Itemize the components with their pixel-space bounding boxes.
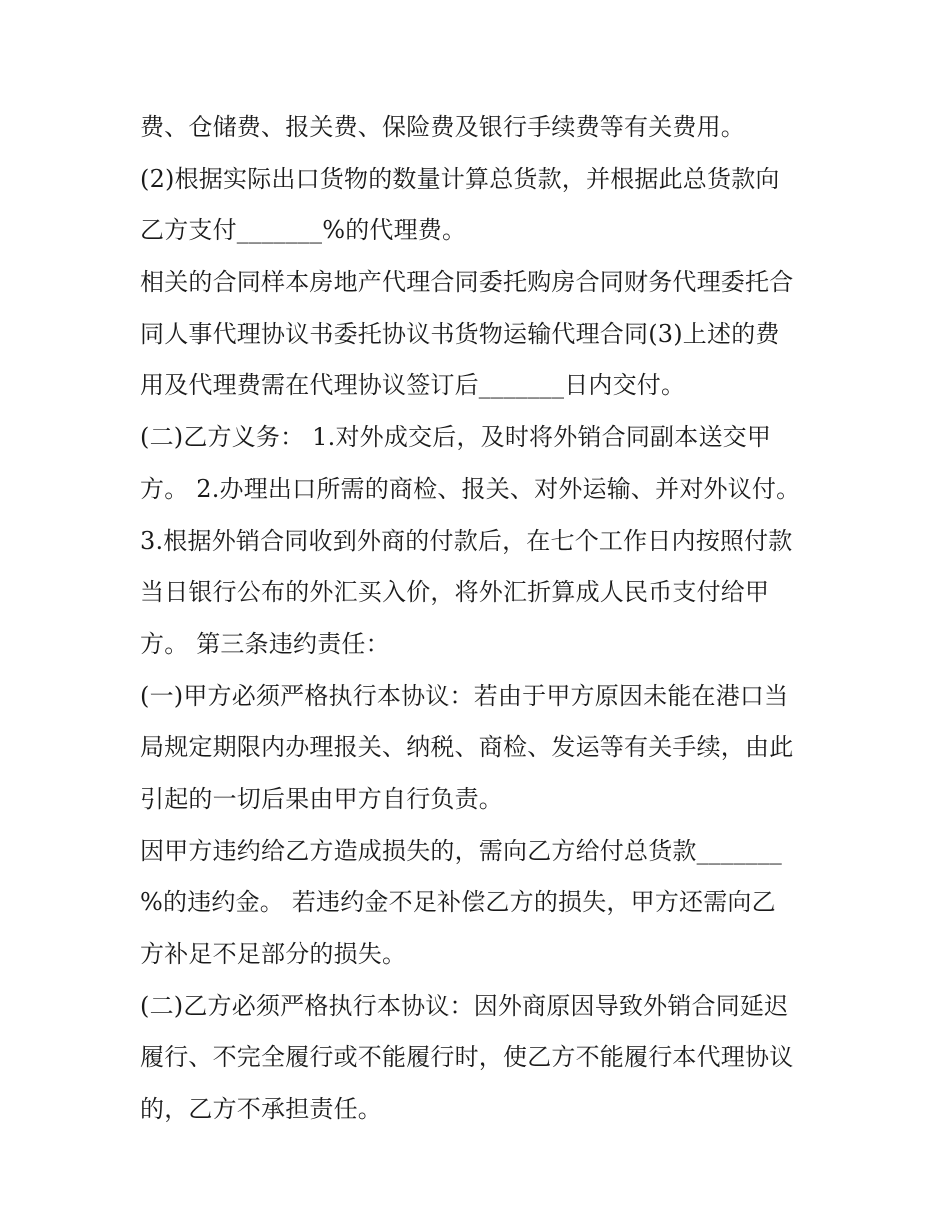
text-line: 因甲方违约给乙方造成损失的，需向乙方给付总货款_______ (140, 836, 782, 865)
text-line: (二)乙方必须严格执行本协议：因外商原因导致外销合同延迟 (140, 991, 789, 1020)
text-line: 引起的一切后果由甲方自行负责。 (140, 784, 503, 813)
text-line: 相关的合同样本房地产代理合同委托购房合同财务代理委托合 (140, 268, 794, 297)
text-line: 方。 第三条违约责任： (140, 629, 390, 658)
text-line: 的，乙方不承担责任。 (140, 1095, 382, 1124)
text-line: 费、仓储费、报关费、保险费及银行手续费等有关费用。 (140, 113, 745, 141)
text-line: 用及代理费需在代理协议签订后_______日内交付。 (140, 371, 686, 400)
text-line: 同人事代理协议书委托协议书货物运输代理合同(3)上述的费 (140, 319, 780, 348)
text-line: 当日银行公布的外汇买入价，将外汇折算成人民币支付给甲 (140, 578, 770, 607)
text-line: 方补足不足部分的损失。 (140, 940, 407, 968)
text-line: 局规定期限内办理报关、纳税、商检、发运等有关手续，由此 (140, 733, 794, 762)
text-line: 乙方支付_______%的代理费。 (140, 216, 467, 245)
text-line: (2)根据实际出口货物的数量计算总货款，并根据此总货款向 (140, 164, 780, 193)
text-line: (二)乙方义务： 1.对外成交后，及时将外销合同副本送交甲 (140, 423, 772, 452)
text-line: (一)甲方必须严格执行本协议：若由于甲方原因未能在港口当 (140, 681, 789, 710)
text-line: 方。 2.办理出口所需的商检、报关、对外运输、并对外议付。 (140, 474, 801, 503)
text-line: 3.根据外销合同收到外商的付款后，在七个工作日内按照付款 (140, 526, 793, 555)
text-line: 履行、不完全履行或不能履行时，使乙方不能履行本代理协议 (140, 1043, 794, 1072)
text-line: %的违约金。 若违约金不足补偿乙方的损失，甲方还需向乙 (140, 888, 776, 917)
document-body (140, 102, 820, 1136)
